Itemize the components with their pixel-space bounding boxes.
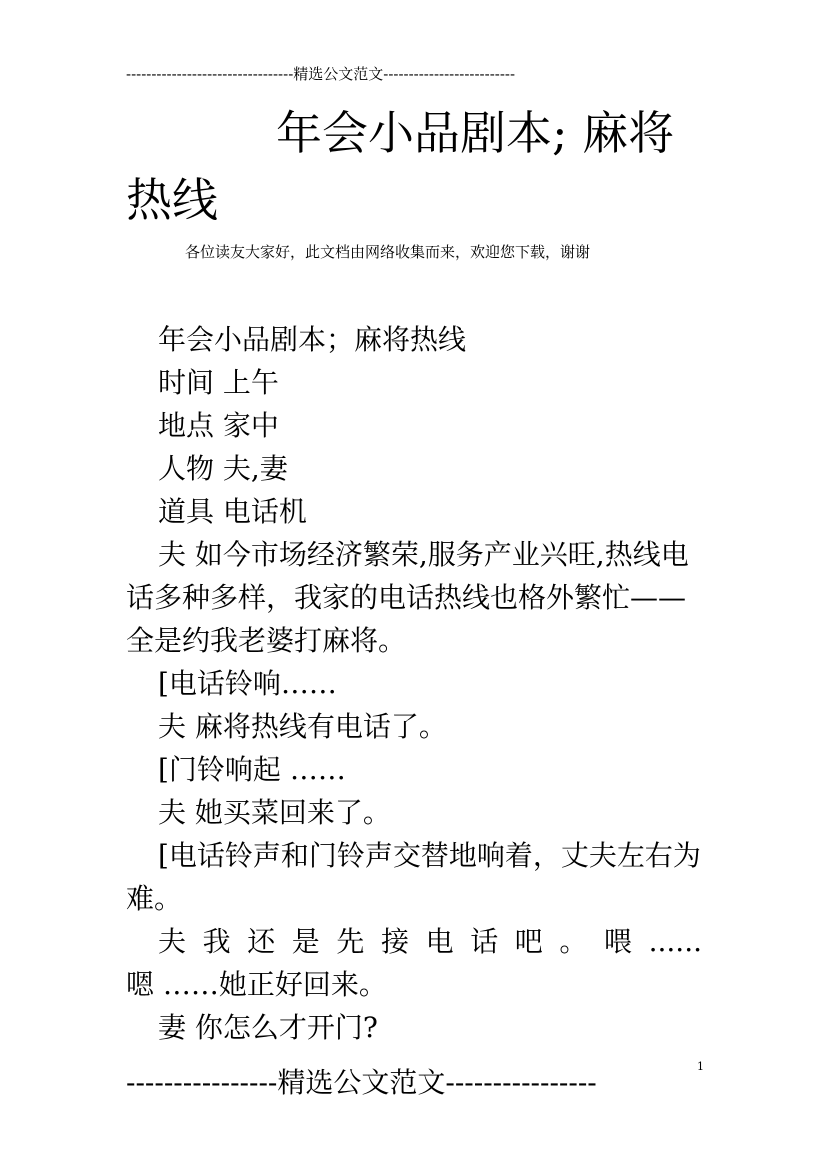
- time-line: 时间 上午: [158, 366, 279, 399]
- page-footer: ----------------精选公文范文----------------: [126, 1066, 597, 1099]
- dialogue-paragraph: 夫 麻将热线有电话了。: [158, 710, 447, 743]
- script-body: [126, 318, 702, 1049]
- script-title: 年会小品剧本；麻将热线: [158, 323, 467, 356]
- page-header: ---------------------------------精选公文范文--------------------------: [126, 65, 516, 83]
- dialogue-paragraph: 夫 我 还 是 先 接 电 话 吧 。 喂 ......: [158, 925, 702, 958]
- dialogue-paragraph-continued: 嗯 ……她正好回来。: [126, 968, 387, 1001]
- stage-direction: [电话铃响……: [158, 667, 337, 700]
- document-title-line-2: 热线: [126, 173, 218, 227]
- place-line: 地点 家中: [158, 409, 279, 442]
- dialogue-paragraph: 妻 你怎么才开门?: [158, 1011, 378, 1044]
- characters-line: 人物 夫,妻: [158, 452, 288, 485]
- dialogue-paragraph: 夫 她买菜回来了。: [158, 796, 391, 829]
- document-title-line-1: 年会小品剧本; 麻将: [276, 106, 675, 160]
- props-line: 道具 电话机: [158, 495, 307, 528]
- page-number: 1: [697, 1060, 704, 1073]
- dialogue-paragraph: 夫 如今市场经济繁荣,服务产业兴旺,热线电话多种多样，我家的电话热线也格外繁忙——全是约我老婆打麻将。: [126, 538, 689, 657]
- stage-direction: [门铃响起 ……: [158, 753, 346, 786]
- intro-note: 各位读友大家好，此文档由网络收集而来，欢迎您下载，谢谢: [185, 243, 591, 261]
- stage-direction: [电话铃声和门铃声交替地响着，丈夫左右为难。: [126, 839, 701, 915]
